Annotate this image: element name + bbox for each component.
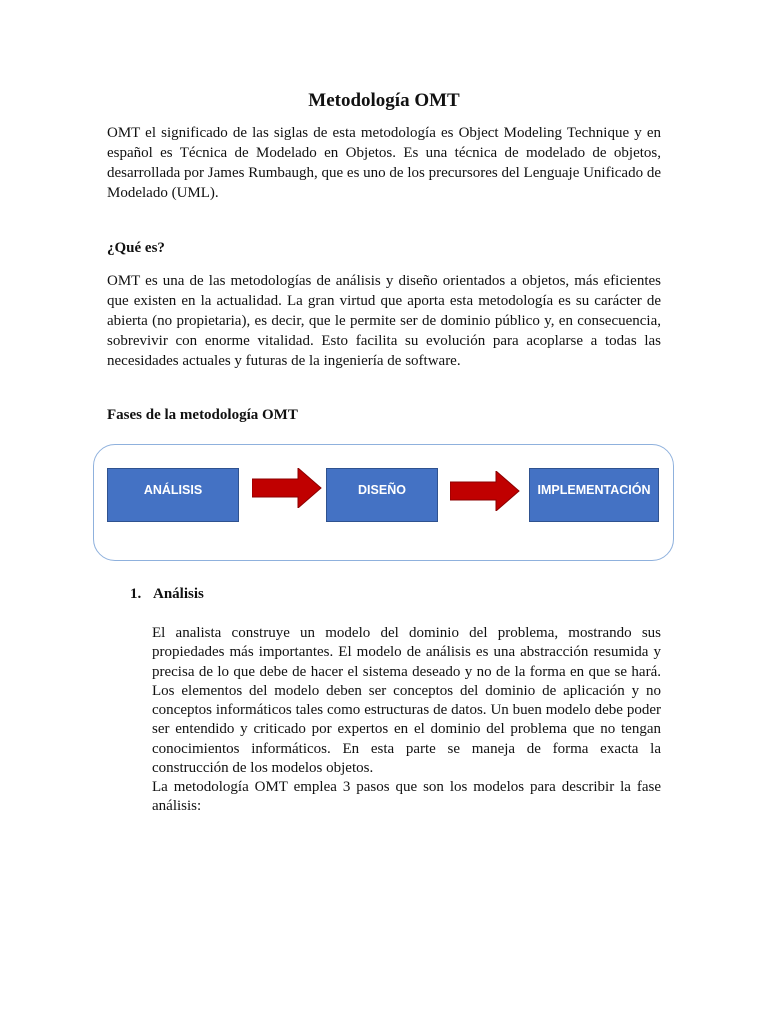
que-es-heading: ¿Qué es?	[107, 240, 165, 256]
phase-box-diseno: DISEÑO	[326, 468, 438, 522]
list-number: 1.	[130, 586, 142, 602]
right-arrow-icon	[252, 468, 322, 508]
analisis-paragraph: El analista construye un modelo del dominio del problema, mostrando sus propiedades más importantes. El modelo de análisis es una abstracción resumida y precisa de lo que debe de hacer el sistema deseado y no de la forma en que se hará. Los elementos del modelo deben ser conceptos del dominio de aplicación y no conceptos informáticos tales como estructuras de datos. Un buen modelo debe poder ser entendido y criticado por expertos en el dominio del problema que no tengan conocimientos informáticos. En esta parte se maneja de forma exacta la construcción de los modelos objetos.	[152, 625, 661, 777]
phase-box-implementacion: IMPLEMENTACIÓN	[529, 468, 659, 522]
fases-heading: Fases de la metodología OMT	[107, 407, 298, 423]
analisis-paragraph-2: La metodología OMT emplea 3 pasos que son los modelos para describir la fase análisis:	[152, 779, 661, 815]
que-es-paragraph: OMT es una de las metodologías de análisis y diseño orientados a objetos, más eficientes que existen en la actualidad. La gran virtud que aporta esta metodología es su carácter de abierta (no propietaria), es decir, que le permite ser de dominio público y, en consecuencia, sobrevivir con enorme vitalidad. Esto facilita su evolución para acoplarse a todas las necesidades actuales y futuras de la ingeniería de software.	[107, 273, 661, 369]
right-arrow-icon	[450, 471, 520, 511]
page-title: Metodología OMT	[308, 90, 460, 111]
list-label-analisis: Análisis	[153, 586, 204, 602]
phase-box-analisis: ANÁLISIS	[107, 468, 239, 522]
intro-paragraph: OMT el significado de las siglas de esta metodología es Object Modeling Technique y en español es Técnica de Modelado en Objetos. Es una técnica de modelado de objetos, desarrollada por James Rumbaugh, que es uno de los precursores del Lenguaje Unificado de Modelado (UML).	[107, 125, 661, 201]
